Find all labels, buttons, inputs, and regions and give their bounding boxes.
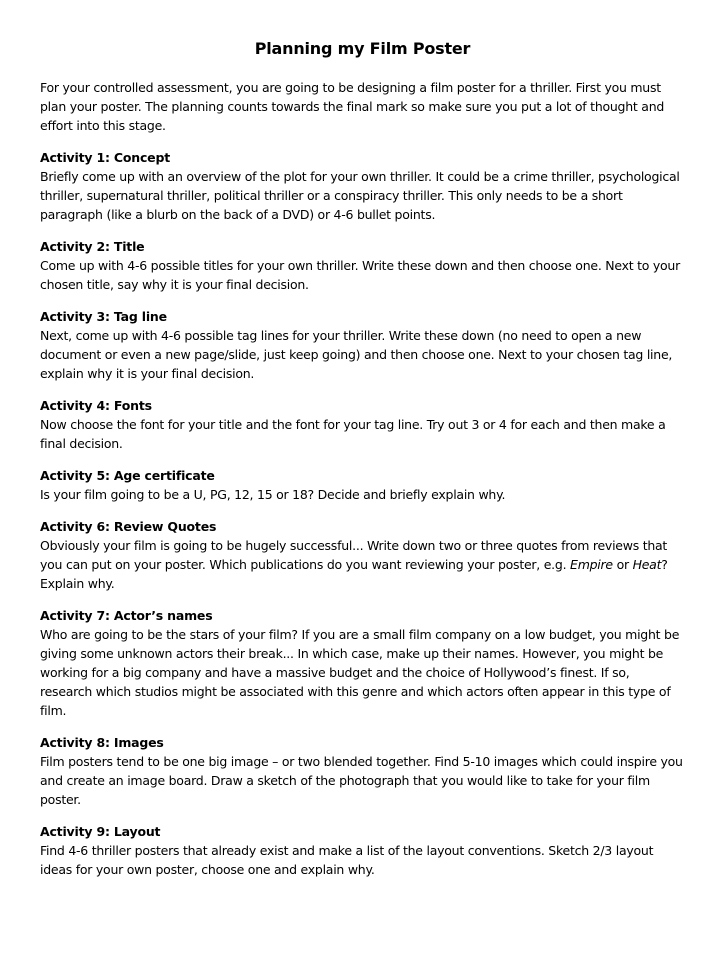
activity-1 — [40, 148, 685, 224]
activity-body: Briefly come up with an overview of the plot for your own thriller. It could be a crime thriller, psychological thriller, supernatural thriller, political thriller or a conspiracy thriller. This only needs to be a short paragraph (like a blurb on the back of a DVD) or 4-6 bullet points. — [40, 169, 680, 222]
activity-body — [40, 536, 685, 593]
activity-body: Is your film going to be a U, PG, 12, 15 or 18? Decide and briefly explain why. — [40, 487, 506, 502]
activity-heading: Activity 4: Fonts — [40, 398, 152, 413]
activity-heading: Activity 1: Concept — [40, 150, 170, 165]
activity-body: Come up with 4-6 possible titles for your own thriller. Write these down and then choose one. Next to your chosen title, say why it is your final decision. — [40, 258, 680, 292]
activity-9 — [40, 822, 685, 879]
activity-body: Now choose the font for your title and the font for your tag line. Try out 3 or 4 for each and then make a final decision. — [40, 417, 666, 451]
activity-body-text: or — [612, 557, 633, 572]
activity-heading: Activity 9: Layout — [40, 824, 161, 839]
activity-body-text: ? Explain why. — [40, 557, 668, 591]
activity-body: Who are going to be the stars of your film? If you are a small film company on a low budget, you might be giving some unknown actors their break... In which case, make up their names. However, you might be working for a big company and have a massive budget and the choice of Hollywood’s finest. If so, research which studios might be associated with this genre and which actors often appear in this type of film. — [40, 627, 680, 718]
intro-paragraph: For your controlled assessment, you are going to be designing a film poster for a thriller. First you must plan your poster. The planning counts towards the final mark so make sure you put a lot of thought and effort into this stage. — [40, 80, 665, 133]
publication-name-heat: Heat — [632, 557, 662, 572]
activity-heading: Activity 5: Age certificate — [40, 468, 215, 483]
activity-heading: Activity 8: Images — [40, 735, 164, 750]
activity-7 — [40, 606, 685, 720]
activity-body: Find 4-6 thriller posters that already exist and make a list of the layout conventions. Sketch 2/3 layout ideas for your own poster, choose one and explain why. — [40, 843, 654, 877]
publication-name-empire: Empire — [570, 557, 613, 572]
activity-body: Next, come up with 4-6 possible tag lines for your thriller. Write these down (no need to open a new document or even a new page/slide, just keep going) and then choose one. Next to your chosen tag line, explain why it is your final decision. — [40, 328, 673, 381]
activity-body-text: Obviously your film is going to be hugely successful... Write down two or three quotes from reviews that you can put on your poster. Which publications do you want reviewing your poster, e.g. — [40, 538, 668, 572]
activity-4 — [40, 396, 685, 453]
activity-5 — [40, 466, 685, 504]
activity-heading: Activity 7: Actor’s names — [40, 608, 213, 623]
document-page — [40, 38, 685, 879]
activity-3 — [40, 307, 685, 383]
activity-6 — [40, 517, 685, 593]
activity-heading: Activity 2: Title — [40, 239, 145, 254]
page-title: Planning my Film Poster — [254, 39, 471, 58]
activity-8 — [40, 733, 685, 809]
activity-heading: Activity 6: Review Quotes — [40, 519, 217, 534]
activity-2 — [40, 237, 685, 294]
activity-heading: Activity 3: Tag line — [40, 309, 167, 324]
activity-body: Film posters tend to be one big image – or two blended together. Find 5-10 images which could inspire you and create an image board. Draw a sketch of the photograph that you would like to take for your film poster. — [40, 754, 683, 807]
